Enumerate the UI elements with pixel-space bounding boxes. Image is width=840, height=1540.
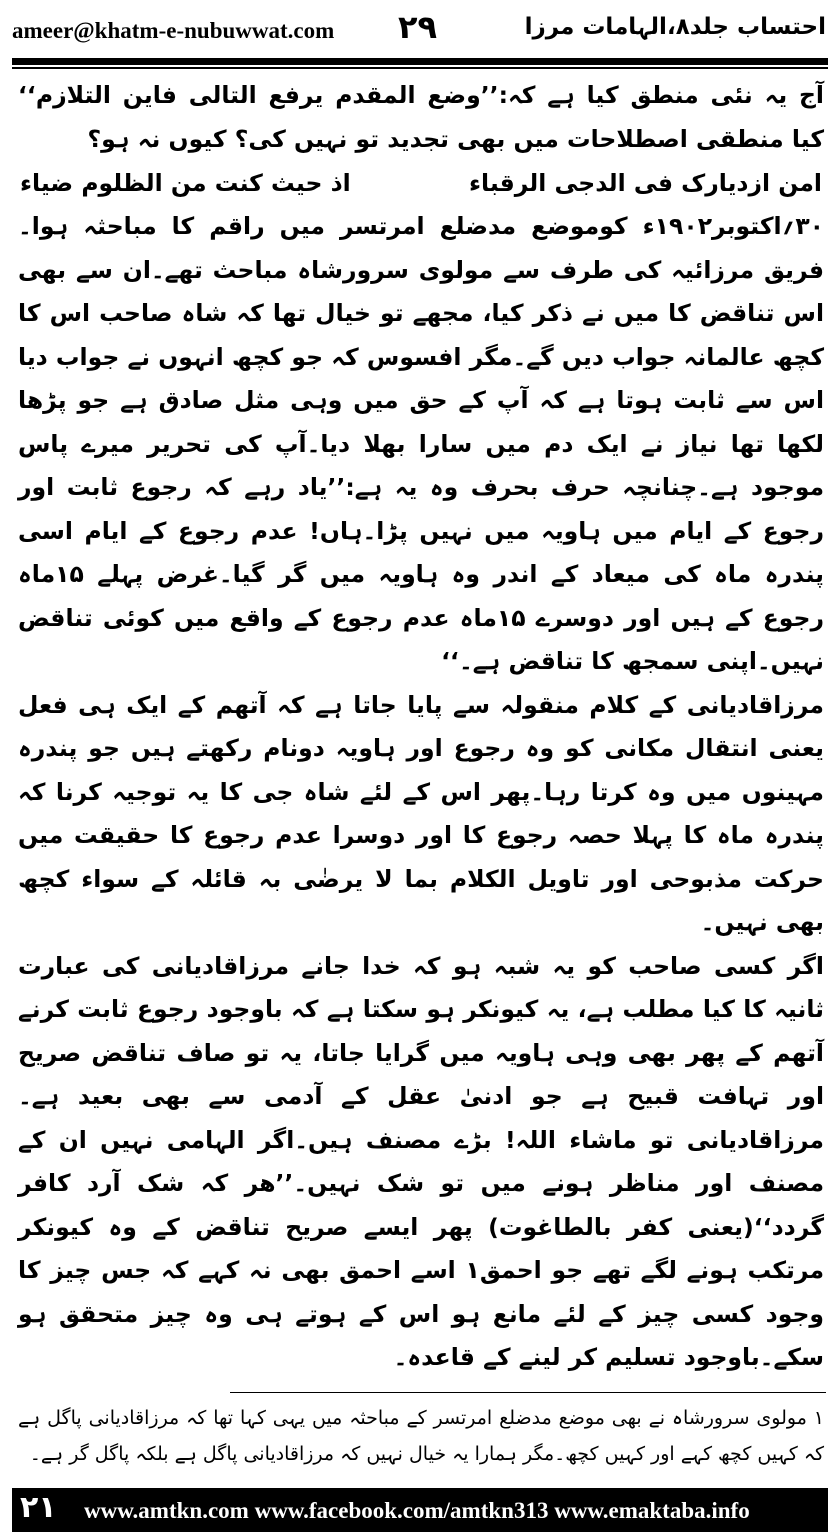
footer-website-links: www.amtkn.com www.facebook.com/amtkn313 www.emaktaba.info bbox=[84, 1498, 750, 1523]
header-rule-thin bbox=[12, 67, 828, 69]
running-title: احتساب جلد۸،الہامات مرزا bbox=[524, 14, 826, 40]
paragraph-logic-question: آج یہ نئی منطق کیا ہے کہ:’’وضع المقدم یرفع التالی فاین التلازم‘‘ کیا منطقی اصطلاحات میں بھی تجدید تو نہیں کی؟ کیوں نہ ہو؟ bbox=[18, 81, 824, 153]
header-rule-thick bbox=[12, 58, 828, 65]
paragraph-contradiction: اگر کسی صاحب کو یہ شبہ ہو کہ خدا جانے مرزاقادیانی کی عبارت ثانیہ کا کیا مطلب ہے، یہ کیونکر ہو سکتا ہے کہ باوجود رجوع ثابت کرنے آتھم کے پھر بھی وہی ہاویہ میں گرایا جاتا، یہ تو صاف تناقض صریح اور تہافت قبیح ہے جو ادنیٰ عقل کے آدمی سے بھی بعید ہے۔مرزاقادیانی تو ماشاء اللہ! بڑے مصنف ہیں۔اگر الہامی نہیں ان کے مصنف اور مناظر ہونے میں تو شک نہیں۔’’ھر کہ شک آرد کافر گردد‘‘(یعنی کفر بالطاغوت) پھر ایسے صریح تناقض کے وہ کیونکر مرتکب ہونے لگے تھے جو احمق۱ اسے احمق بھی نہ کہے کہ جس چیز کا وجود کسی چیز کے لئے مانع ہو اس کے ہوتے ہی وہ چیز متحقق ہو سکے۔باوجود تسلیم کر لینے کے قاعدہ۔ bbox=[18, 951, 824, 1371]
email-address: ameer@khatm-e-nubuwwat.com bbox=[12, 18, 335, 43]
main-text bbox=[18, 74, 824, 1380]
paragraph-mirza-quote-analysis: مرزاقادیانی کے کلام منقولہ سے پایا جاتا ہے کہ آتھم کے ایک ہی فعل یعنی انتقال مکانی کو وہ رجوع اور ہاویہ دونام رکھتے ہیں جو پندرہ مہینوں میں وہ کرتا رہا۔پھر اس کے لئے شاہ جی کا یہ توجیہ کرنا کہ پندرہ ماہ کا پہلا حصہ رجوع کا اور دوسرا عدم رجوع کا حقیقت میں حرکت مذبوحی اور تاویل الکلام بما لا یرضٰی بہ قائلہ کے سواء کچھ بھی نہیں۔ bbox=[18, 690, 824, 936]
page-header bbox=[0, 0, 840, 58]
arabic-verse bbox=[18, 161, 824, 205]
page-number: ۲۹ bbox=[398, 8, 438, 46]
verse-first-hemistich: امن ازدیارک فی الدجی الرقباء bbox=[468, 169, 822, 197]
footnote: ۱ مولوی سرورشاہ نے بھی موضع مدضلع امرتسر کے مباحثہ میں یہی کہا تھا کہ مرزاقادیانی پاگل ہے کہ کہیں کچھ کہے اور کہیں کچھ۔مگر ہمارا یہ خیال نہیں کہ مرزاقادیانی پاگل ہے بلکہ پاگل گر ہے۔ bbox=[18, 1407, 824, 1465]
page-footer bbox=[12, 1488, 828, 1532]
footnote-rule bbox=[230, 1392, 826, 1393]
footer-page-number: ۲۱ bbox=[20, 1490, 57, 1525]
paragraph-debate-account: ۳۰؍اکتوبر۱۹۰۲ء کوموضع مدضلع امرتسر میں راقم کا مباحثہ ہوا۔فریق مرزائیہ کی طرف سے مولوی سرورشاہ مباحث تھے۔ان سے بھی اس تناقض کا میں نے ذکر کیا، مجھے تو خیال تھا کہ شاہ صاحب اس کا کچھ عالمانہ جواب دیں گے۔مگر افسوس کہ جو کچھ انہوں نے جواب دیا اس سے ثابت ہوتا ہے کہ آپ کے حق میں وہی مثل صادق ہے جو پڑھا لکھا تھا نیاز نے ایک دم میں سارا بھلا دیا۔آپ کی تحریر میرے پاس موجود ہے۔چنانچہ حرف بحرف وہ یہ ہے:’’یاد رہے کہ رجوع ثابت اور رجوع کے ایام میں ہاویہ میں نہیں پڑا۔ہاں! عدم رجوع کے ایام اسی پندرہ ماہ کی میعاد کے اندر وہ ہاویہ میں گر گیا۔غرض پہلے ۱۵ماہ رجوع کے ہیں اور دوسرے ۱۵ماہ عدم رجوع کے واقع میں کوئی تناقض نہیں۔اپنی سمجھ کا تناقض ہے۔‘‘ bbox=[18, 212, 824, 675]
verse-second-hemistich: اذ حیث کنت من الظلوم ضیاء bbox=[20, 169, 351, 197]
